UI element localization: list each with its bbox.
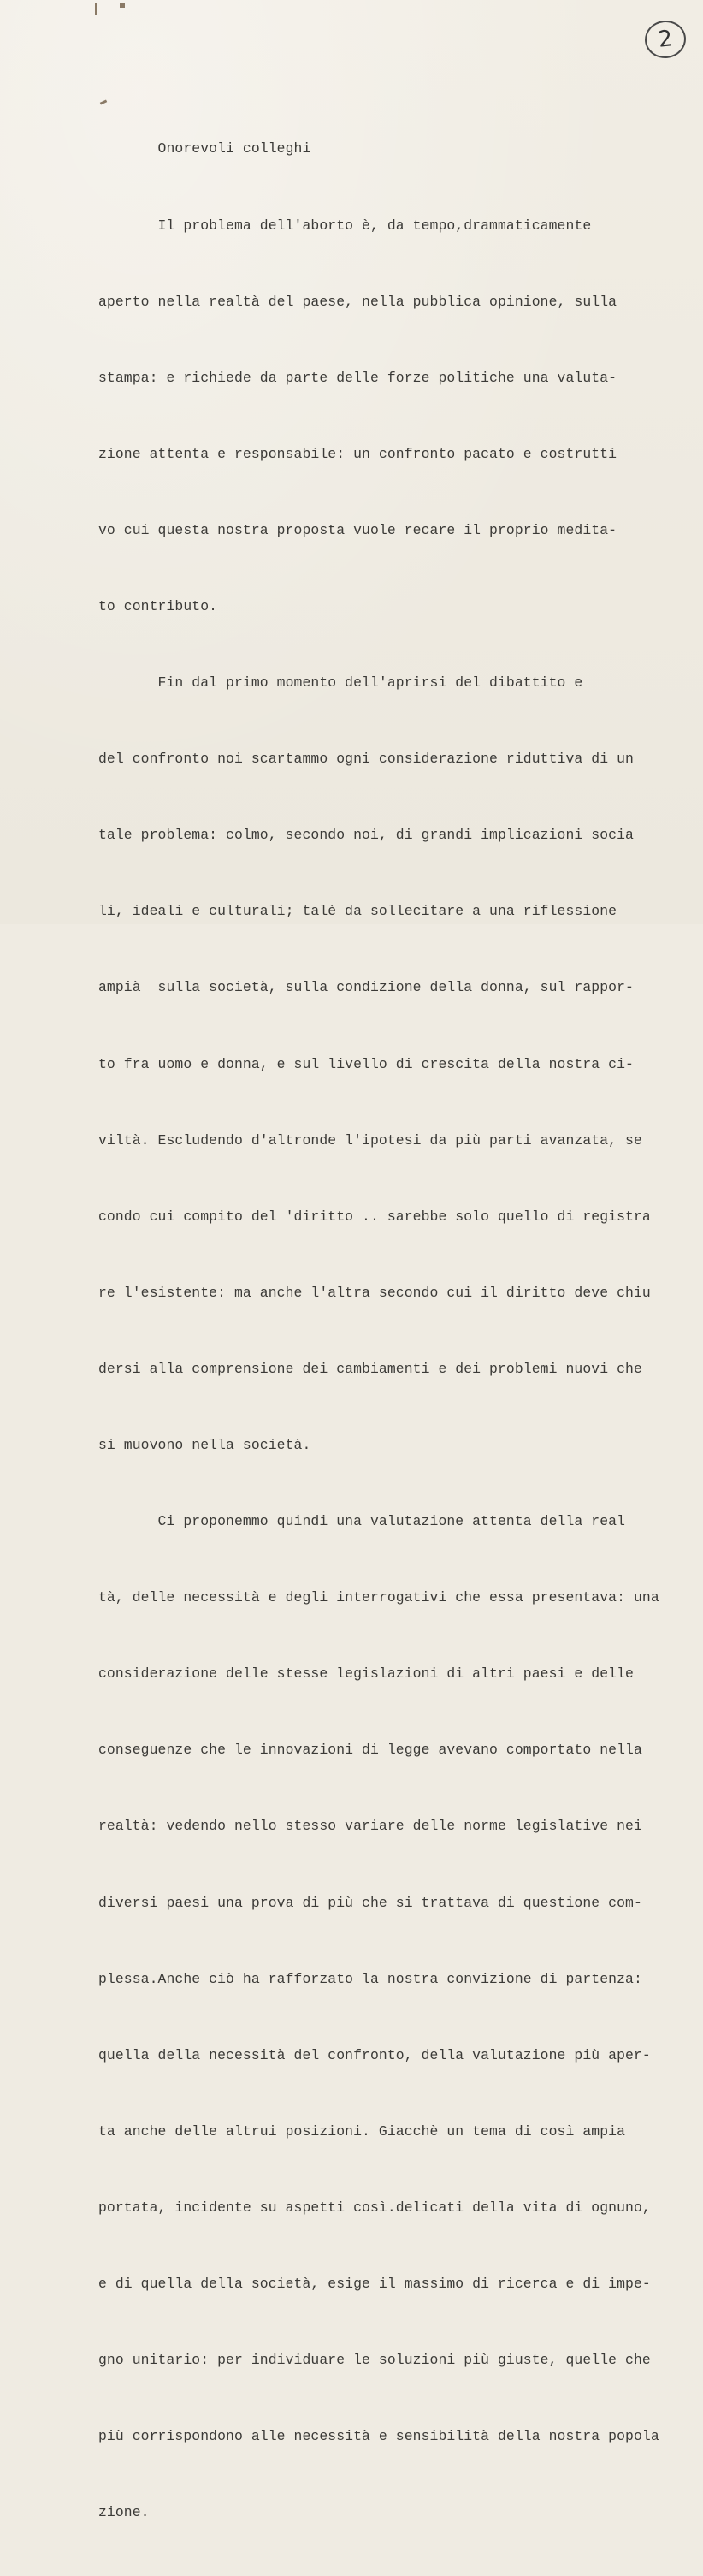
text-line: gno unitario: per individuare le soluzioni più giuste, quelle che — [98, 2352, 651, 2369]
text-line: più corrispondono alle necessità e sensibilità della nostra popola — [98, 2428, 659, 2445]
text-line: tale problema: colmo, secondo noi, di grandi implicazioni socia — [98, 827, 634, 844]
text-line: e di quella della società, esige il massimo di ricerca e di impe- — [98, 2276, 651, 2293]
typewritten-body — [98, 86, 688, 2576]
ink-mark — [95, 3, 97, 15]
text-line: Fin dal primo momento dell'aprirsi del dibattito e — [98, 674, 583, 691]
text-line: quella della necessità del confronto, della valutazione più aper- — [98, 2046, 651, 2063]
text-line: zione attenta e responsabile: un confronto pacato e costrutti — [98, 445, 617, 462]
page-number: 2 — [643, 19, 688, 61]
text-line: Onorevoli colleghi — [98, 140, 311, 157]
text-line: si muovono nella società. — [98, 1437, 311, 1453]
text-line: conseguenze che le innovazioni di legge avevano comportato nella — [98, 1742, 642, 1759]
text-line: zione. — [98, 2504, 150, 2521]
text-line: to contributo. — [98, 597, 218, 614]
text-line: to fra uomo e donna, e sul livello di crescita della nostra ci- — [98, 1055, 634, 1072]
text-line: dersi alla comprensione dei cambiamenti e dei problemi nuovi che — [98, 1360, 642, 1377]
text-line: li, ideali e culturali; talè da sollecitare a una riflessione — [98, 903, 617, 920]
text-line: re l'esistente: ma anche l'altra secondo cui il diritto deve chiu — [98, 1284, 651, 1301]
text-line: tà, delle necessità e degli interrogativi che essa presentava: una — [98, 1589, 659, 1606]
text-line: ampià sulla società, sulla condizione della donna, sul rappor- — [98, 979, 634, 996]
text-line: diversi paesi una prova di più che si trattava di questione com- — [98, 1894, 642, 1911]
text-line: viltà. Escludendo d'altronde l'ipotesi da più parti avanzata, se — [98, 1131, 642, 1149]
text-line: considerazione delle stesse legislazioni di altri paesi e delle — [98, 1665, 634, 1683]
text-line: Ci proponemmo quindi una valutazione attenta della real — [98, 1513, 626, 1530]
text-line: portata, incidente su aspetti così.delicati della vita di ognuno, — [98, 2199, 651, 2216]
text-line: del confronto noi scartammo ogni considerazione riduttiva di un — [98, 751, 634, 768]
text-line: Il problema dell'aborto è, da tempo,drammaticamente — [98, 217, 592, 234]
text-line: vo cui questa nostra proposta vuole recare il proprio medita- — [98, 521, 617, 538]
ink-mark — [120, 3, 125, 8]
text-line: condo cui compito del 'diritto .. sarebbe solo quello di registra — [98, 1208, 651, 1225]
text-line: aperto nella realtà del paese, nella pubblica opinione, sulla — [98, 293, 617, 310]
text-line: ta anche delle altrui posizioni. Giacchè un tema di così ampia — [98, 2122, 626, 2140]
text-line: plessa.Anche ciò ha rafforzato la nostra convizione di partenza: — [98, 1970, 642, 1987]
text-line: realtà: vedendo nello stesso variare delle norme legislative nei — [98, 1818, 642, 1835]
text-line: stampa: e richiede da parte delle forze politiche una valuta- — [98, 369, 617, 386]
